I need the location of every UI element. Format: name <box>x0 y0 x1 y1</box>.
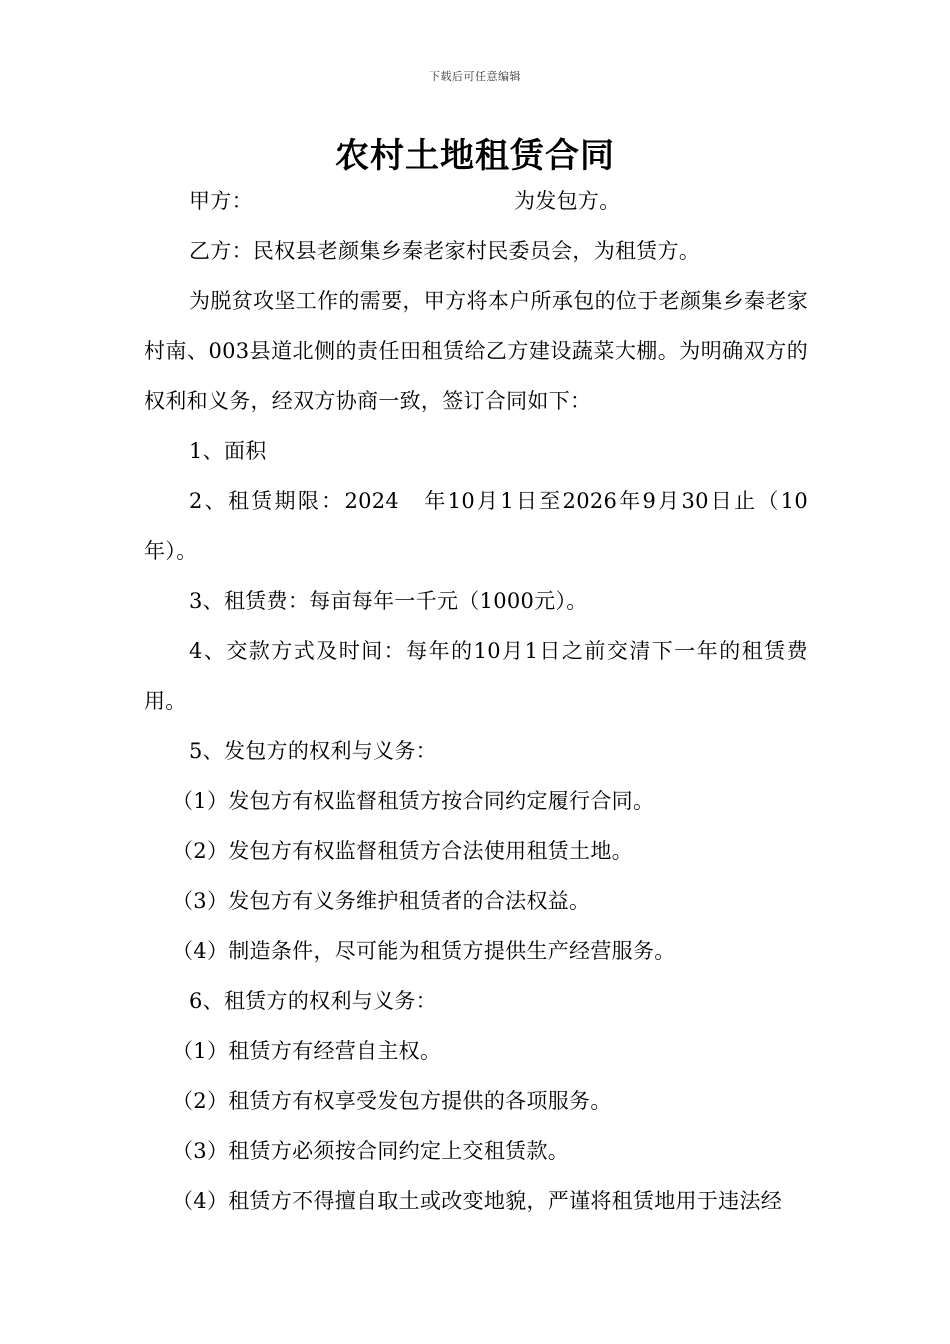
clause-6-item: （2）租赁方有权享受发包方提供的各项服务。 <box>172 1089 612 1113</box>
clause-5-item: （1）发包方有权监督租赁方按合同约定履行合同。 <box>172 789 655 813</box>
document-title: 农村土地租赁合同 <box>335 136 615 176</box>
contract-body <box>144 176 808 1226</box>
clause-5: 5、发包方的权利与义务： <box>189 739 437 763</box>
party-a-line <box>144 176 808 226</box>
intro-paragraph: 为脱贫攻坚工作的需要，甲方将本户所承包的位于老颜集乡秦老家村南、003县道北侧的责任田租赁给乙方建设蔬菜大棚。为明确双方的权利和义务，经双方协商一致，签订合同如下： <box>144 289 808 413</box>
clause-6-item: （1）租赁方有经营自主权。 <box>172 1039 442 1063</box>
clause-1: 1、面积 <box>189 439 267 463</box>
party-a-label: 甲方： <box>189 189 253 213</box>
clause-6: 6、租赁方的权利与义务： <box>189 989 437 1013</box>
clause-6-item: （4）租赁方不得擅自取土或改变地貌，严谨将租赁地用于违法经 <box>172 1189 783 1213</box>
clause-4: 4、交款方式及时间：每年的10月1日之前交清下一年的租赁费用。 <box>144 639 808 713</box>
clause-5-item: （4）制造条件，尽可能为租赁方提供生产经营服务。 <box>172 939 676 963</box>
header-note: 下载后可任意编辑 <box>429 70 521 83</box>
clause-6-item: （3）租赁方必须按合同约定上交租赁款。 <box>172 1139 570 1163</box>
clause-3: 3、租赁费：每亩每年一千元（1000元）。 <box>189 589 588 613</box>
clause-2: 2、租赁期限：2024 年10月1日至2026年9月30日止（10年）。 <box>144 489 808 563</box>
party-b-line: 乙方：民权县老颜集乡秦老家村民委员会，为租赁方。 <box>189 239 701 263</box>
clause-5-item: （2）发包方有权监督租赁方合法使用租赁土地。 <box>172 839 633 863</box>
clause-5-item: （3）发包方有义务维护租赁者的合法权益。 <box>172 889 591 913</box>
party-a-role: 为发包方。 <box>514 189 621 213</box>
